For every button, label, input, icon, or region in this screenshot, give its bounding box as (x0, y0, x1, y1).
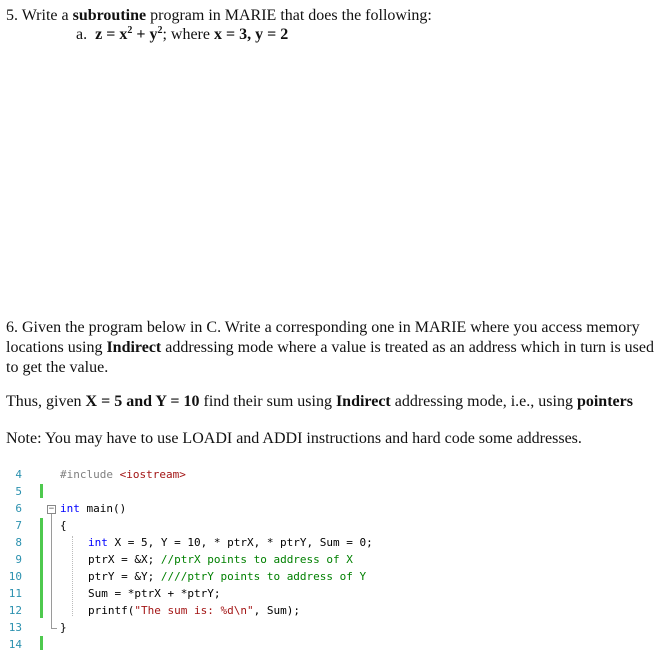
statement: ptrY = &Y; (88, 570, 161, 583)
code-line-close-brace: } (60, 621, 67, 634)
indent-guide (72, 536, 73, 616)
collapse-icon[interactable]: − (48, 504, 55, 514)
line-number: 4 (15, 468, 22, 481)
line-number: 5 (15, 485, 22, 498)
line-number: 11 (8, 587, 22, 600)
keyword: int (60, 502, 80, 515)
line-number: 14 (8, 638, 22, 651)
comment: ////ptrY points to address of Y (160, 570, 367, 583)
given-bold-indirect: Indirect (335, 393, 391, 410)
formula-z: z = x (95, 26, 128, 43)
exponent-1: 2 (127, 25, 133, 36)
given-text-c: addressing mode, i.e., using (390, 393, 577, 410)
change-marker (40, 518, 43, 618)
code-line-open-brace: { (60, 519, 67, 532)
line-number: 10 (8, 570, 22, 583)
line-number: 12 (8, 604, 22, 617)
question-5-heading (6, 6, 432, 26)
main-signature: main() (79, 502, 127, 515)
given-text-b: find their sum using (199, 393, 336, 410)
q5-prefix: 5. Write a (6, 7, 73, 24)
statement: ptrX = &X; (88, 553, 161, 566)
exponent-2: 2 (157, 25, 163, 36)
formula-plus: + y (132, 26, 158, 43)
question-5-item-a (76, 25, 288, 45)
line-number: 13 (8, 621, 22, 634)
fold-guide-end (51, 628, 57, 629)
printf-call: printf( (88, 604, 135, 617)
q6-text-b: addressing mode where a value is treated as an address which in turn is used to get the value. (6, 339, 654, 376)
change-marker (40, 484, 43, 498)
q5-bold-term: subroutine (72, 7, 147, 24)
code-line-main (60, 502, 126, 515)
q5-suffix: program in MARIE that does the following: (146, 7, 432, 24)
question-6-paragraph (6, 318, 658, 378)
code-line-ptry (88, 570, 366, 583)
question-6-note: Note: You may have to use LOADI and ADDI instructions and hard code some addresses. (6, 430, 582, 447)
given-bold-pointers: pointers (576, 393, 633, 410)
line-number: 9 (15, 553, 22, 566)
item-marker: a. (76, 26, 88, 43)
line-number: 8 (15, 536, 22, 549)
printf-args: , Sum); (253, 604, 300, 617)
comment: //ptrX points to address of X (160, 553, 353, 566)
question-6-given (6, 392, 633, 412)
formula (95, 26, 162, 43)
q6-text-a: 6. Given the program below in C. Write a corresponding one in MARIE where you access memory locations using (6, 319, 640, 356)
include-file: <iostream> (119, 468, 186, 481)
declaration-text: X = 5, Y = 10, * ptrX, * ptrY, Sum = 0; (107, 536, 373, 549)
q6-bold-indirect: Indirect (106, 339, 162, 356)
given-text-a: Thus, given (6, 393, 86, 410)
code-line-sum: Sum = *ptrX + *ptrY; (88, 587, 221, 600)
given-values: X = 5 and Y = 10 (85, 393, 200, 410)
line-number: 7 (15, 519, 22, 532)
formula-where: ; where (162, 26, 214, 43)
code-line-declarations (88, 536, 373, 549)
change-marker (40, 636, 43, 650)
keyword: int (88, 536, 108, 549)
code-snippet (0, 462, 668, 652)
formula-condition: x = 3, y = 2 (213, 26, 289, 43)
line-number: 6 (15, 502, 22, 515)
code-line-ptrx (88, 553, 353, 566)
string-literal: "The sum is: %d\n" (134, 604, 254, 617)
code-line-include (60, 468, 186, 481)
code-line-printf (88, 604, 300, 617)
fold-guide-line (51, 514, 52, 628)
preprocessor-directive: #include (60, 468, 120, 481)
